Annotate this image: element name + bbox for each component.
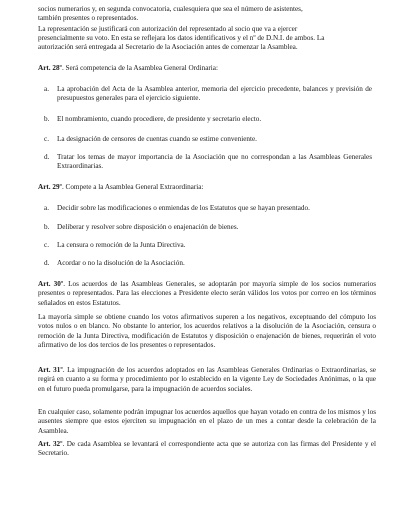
intro-line-1: socios numerarios y, en segunda convocatoria, cualesquiera que sea el número de asistentes, — [38, 5, 303, 13]
art28-heading — [38, 64, 376, 73]
art32-text: . De cada Asamblea se levantará el correspondiente acta que se autoriza con las firmas del Presidente y el Secretario. — [38, 440, 376, 458]
art31-paragraph — [38, 366, 376, 394]
list-label: d. — [44, 259, 50, 267]
art31-title: Art. 31º — [38, 366, 63, 374]
art28-item-b — [44, 115, 372, 124]
list-label: c. — [44, 241, 49, 249]
list-label: a. — [44, 204, 49, 212]
intro-line-4: presencialmente su voto. En esta se reflejara los datos identificativos y el nº de D.N.I. de ambos. La — [38, 34, 325, 42]
list-label: a. — [44, 85, 49, 93]
list-item-text: Tratar los temas de mayor importancia de la Asociación que no correspondan a las Asambleas Generales Extraordinarias. — [57, 153, 372, 171]
art32-title: Art. 32º — [38, 440, 63, 448]
art28-intro: . Será competencia de la Asamblea General Ordinaria: — [61, 64, 218, 72]
list-item-text: Decidir sobre las modificaciones o enmiendas de los Estatutos que se hayan presentado. — [57, 204, 310, 212]
list-label: d. — [44, 153, 50, 161]
art28-item-d — [44, 153, 372, 172]
list-item-text: La designación de censores de cuentas cuando se estime conveniente. — [57, 135, 257, 143]
art29-intro: . Compete a la Asamblea General Extraordinaria: — [61, 183, 204, 191]
art28-item-a — [44, 85, 372, 104]
list-label: c. — [44, 135, 49, 143]
art30-paragraph-2: La mayoría simple se obtiene cuando los votos afirmativos superen a los negativos, exceptuando del cómputo los votos nulos o en blanco. No obstante lo anterior, los acuerdos relativos a la disolución de la Asociación, censura o remoción de la Junta Directiva, modificación de Estatutos y disposición o enajenación de bienes, requerirán el voto afirmativo de los dos tercios de los presentes o representados. — [38, 313, 376, 349]
list-item-text: La aprobación del Acta de la Asamblea anterior, memoria del ejercicio precedente, balances y previsión de presupuestos generales para el ejercicio siguiente. — [57, 85, 372, 103]
art32-paragraph — [38, 440, 376, 459]
intro-line-3: La representación se justificará con autorización del representado al socio que va a ejercer — [38, 25, 298, 33]
art29-item-a — [44, 204, 372, 213]
art29-item-b — [44, 223, 372, 232]
list-item-text: El nombramiento, cuando procediere, de presidente y secretario electo. — [57, 115, 262, 123]
art29-item-c — [44, 241, 372, 250]
art30-text: . Los acuerdos de las Asambleas Generales, se adoptarán por mayoría simple de los socios numerarios presentes o representados. Para las elecciones a Presidente electo serán válidos los votos por correo en los términos señalados en estos Estatutos. — [38, 280, 376, 307]
list-label: b. — [44, 115, 50, 123]
art29-item-d — [44, 259, 372, 268]
art28-title: Art. 28º — [38, 64, 62, 72]
art29-title: Art. 29º — [38, 183, 62, 191]
art29-heading — [38, 183, 376, 192]
intro-line-5: autorización será entregada al Secretario de la Asociación antes de comenzar la Asamblea. — [38, 43, 298, 51]
art31-text: . La impugnación de los acuerdos adoptados en las Asambleas Generales Ordinarias o Extraordinarias, se regirá en cuanto a su forma y procedimiento por lo establecido en la vigente Ley de Sociedades Anónimas, o la que en el futuro pueda promulgarse, para la impugnación de acuerdos sociales. — [38, 366, 376, 393]
art31-paragraph-2: En cualquier caso, solamente podrán impugnar los acuerdos aquellos que hayan votado en contra de los mismos y los ausentes siempre que estos ejerciten su impugnación en el plazo de un mes a contar desde la celebración de la Asamblea. — [38, 408, 376, 435]
list-item-text: Acordar o no la disolución de la Asociación. — [57, 259, 185, 267]
list-item-text: Deliberar y resolver sobre disposición o enajenación de bienes. — [57, 223, 239, 231]
art30-paragraph — [38, 280, 376, 308]
art30-title: Art. 30º — [38, 280, 64, 288]
intro-line-2: también presentes o representados. — [38, 14, 139, 22]
art28-item-c — [44, 135, 372, 144]
list-label: b. — [44, 223, 50, 231]
list-item-text: La censura o remoción de la Junta Directiva. — [57, 241, 186, 249]
